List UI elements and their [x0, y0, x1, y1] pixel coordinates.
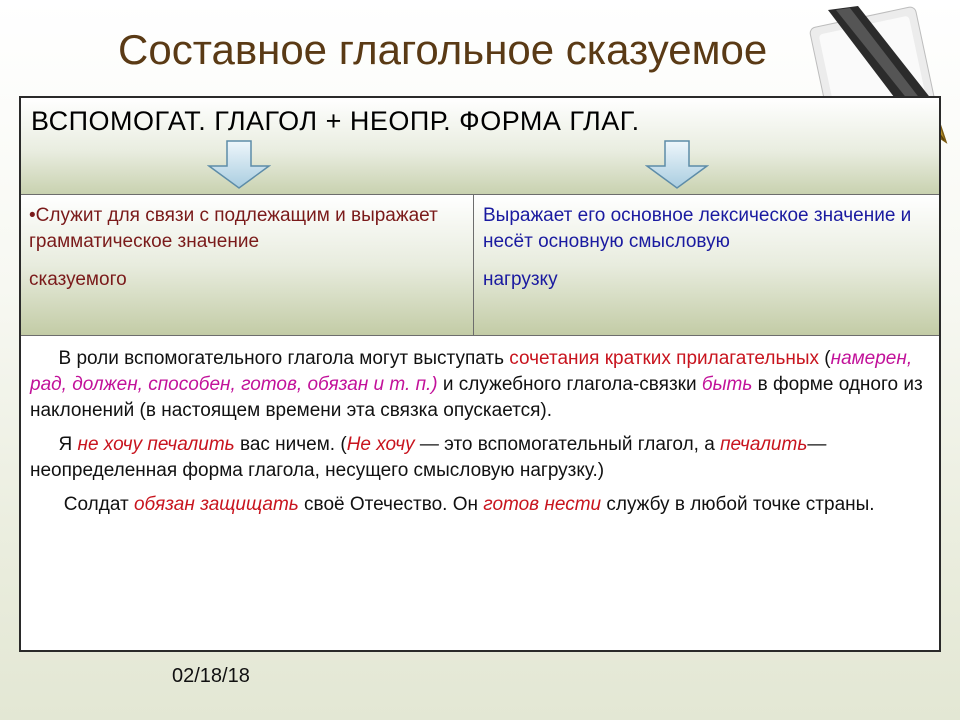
slide-date: 02/18/18	[172, 665, 250, 687]
highlight-text: печалить	[720, 434, 808, 455]
example-paragraph	[30, 492, 930, 518]
text-run: В роли вспомогательного глагола могут выступать	[58, 348, 510, 369]
text-run: в форме одного из наклонений (в настоящем времени эта связка опускается).	[30, 374, 923, 421]
highlight-text: сочетания кратких прилагательных	[509, 348, 820, 369]
highlight-text: Не хочу	[346, 434, 415, 455]
infinitive-description-line1: Выражает его основное лексическое значение и несёт основную смысловую	[483, 205, 912, 252]
auxiliary-description-line2: сказуемого	[29, 269, 127, 290]
infinitive-description	[483, 203, 933, 293]
text-run: Солдат	[63, 494, 134, 515]
example-paragraph	[30, 432, 930, 484]
text-run: и служебного глагола-связки	[437, 374, 702, 395]
auxiliary-description-line1: •Служит для связи с подлежащим и выражает грамматическое значение	[29, 205, 438, 252]
explanation-paragraph	[30, 346, 930, 424]
highlight-text: не хочу печалить	[77, 434, 235, 455]
text-run: — неопределенная форма глагола, несущего смысловую нагрузку.)	[30, 434, 827, 481]
column-divider	[473, 195, 474, 335]
text-run: своё Отечество. Он	[298, 494, 484, 515]
highlight-text: обязан защищать	[133, 494, 299, 515]
highlight-text: готов нести	[483, 494, 602, 515]
text-run: (	[819, 348, 831, 369]
text-run: службу в любой точке страны.	[601, 494, 875, 515]
down-arrow-icon	[645, 140, 709, 190]
text-run: — это вспомогательный глагол, а	[414, 434, 721, 455]
down-arrow-icon	[207, 140, 271, 190]
formula-text: ВСПОМОГАТ. ГЛАГОЛ + НЕОПР. ФОРМА ГЛАГ.	[31, 106, 640, 136]
example-words: намерен, рад, должен, способен, готов, обязан и т. п.)	[30, 348, 913, 395]
explanation-cell	[30, 346, 930, 526]
example-words: быть	[701, 374, 753, 395]
auxiliary-verb-description	[29, 203, 459, 293]
slide-title: Составное глагольное сказуемое	[118, 26, 768, 73]
function-row	[21, 195, 939, 336]
text-run: вас ничем. (	[234, 434, 347, 455]
content-table	[19, 96, 941, 652]
infinitive-description-line2: нагрузку	[483, 269, 558, 290]
text-run: Я	[58, 434, 78, 455]
formula-row	[21, 98, 939, 195]
